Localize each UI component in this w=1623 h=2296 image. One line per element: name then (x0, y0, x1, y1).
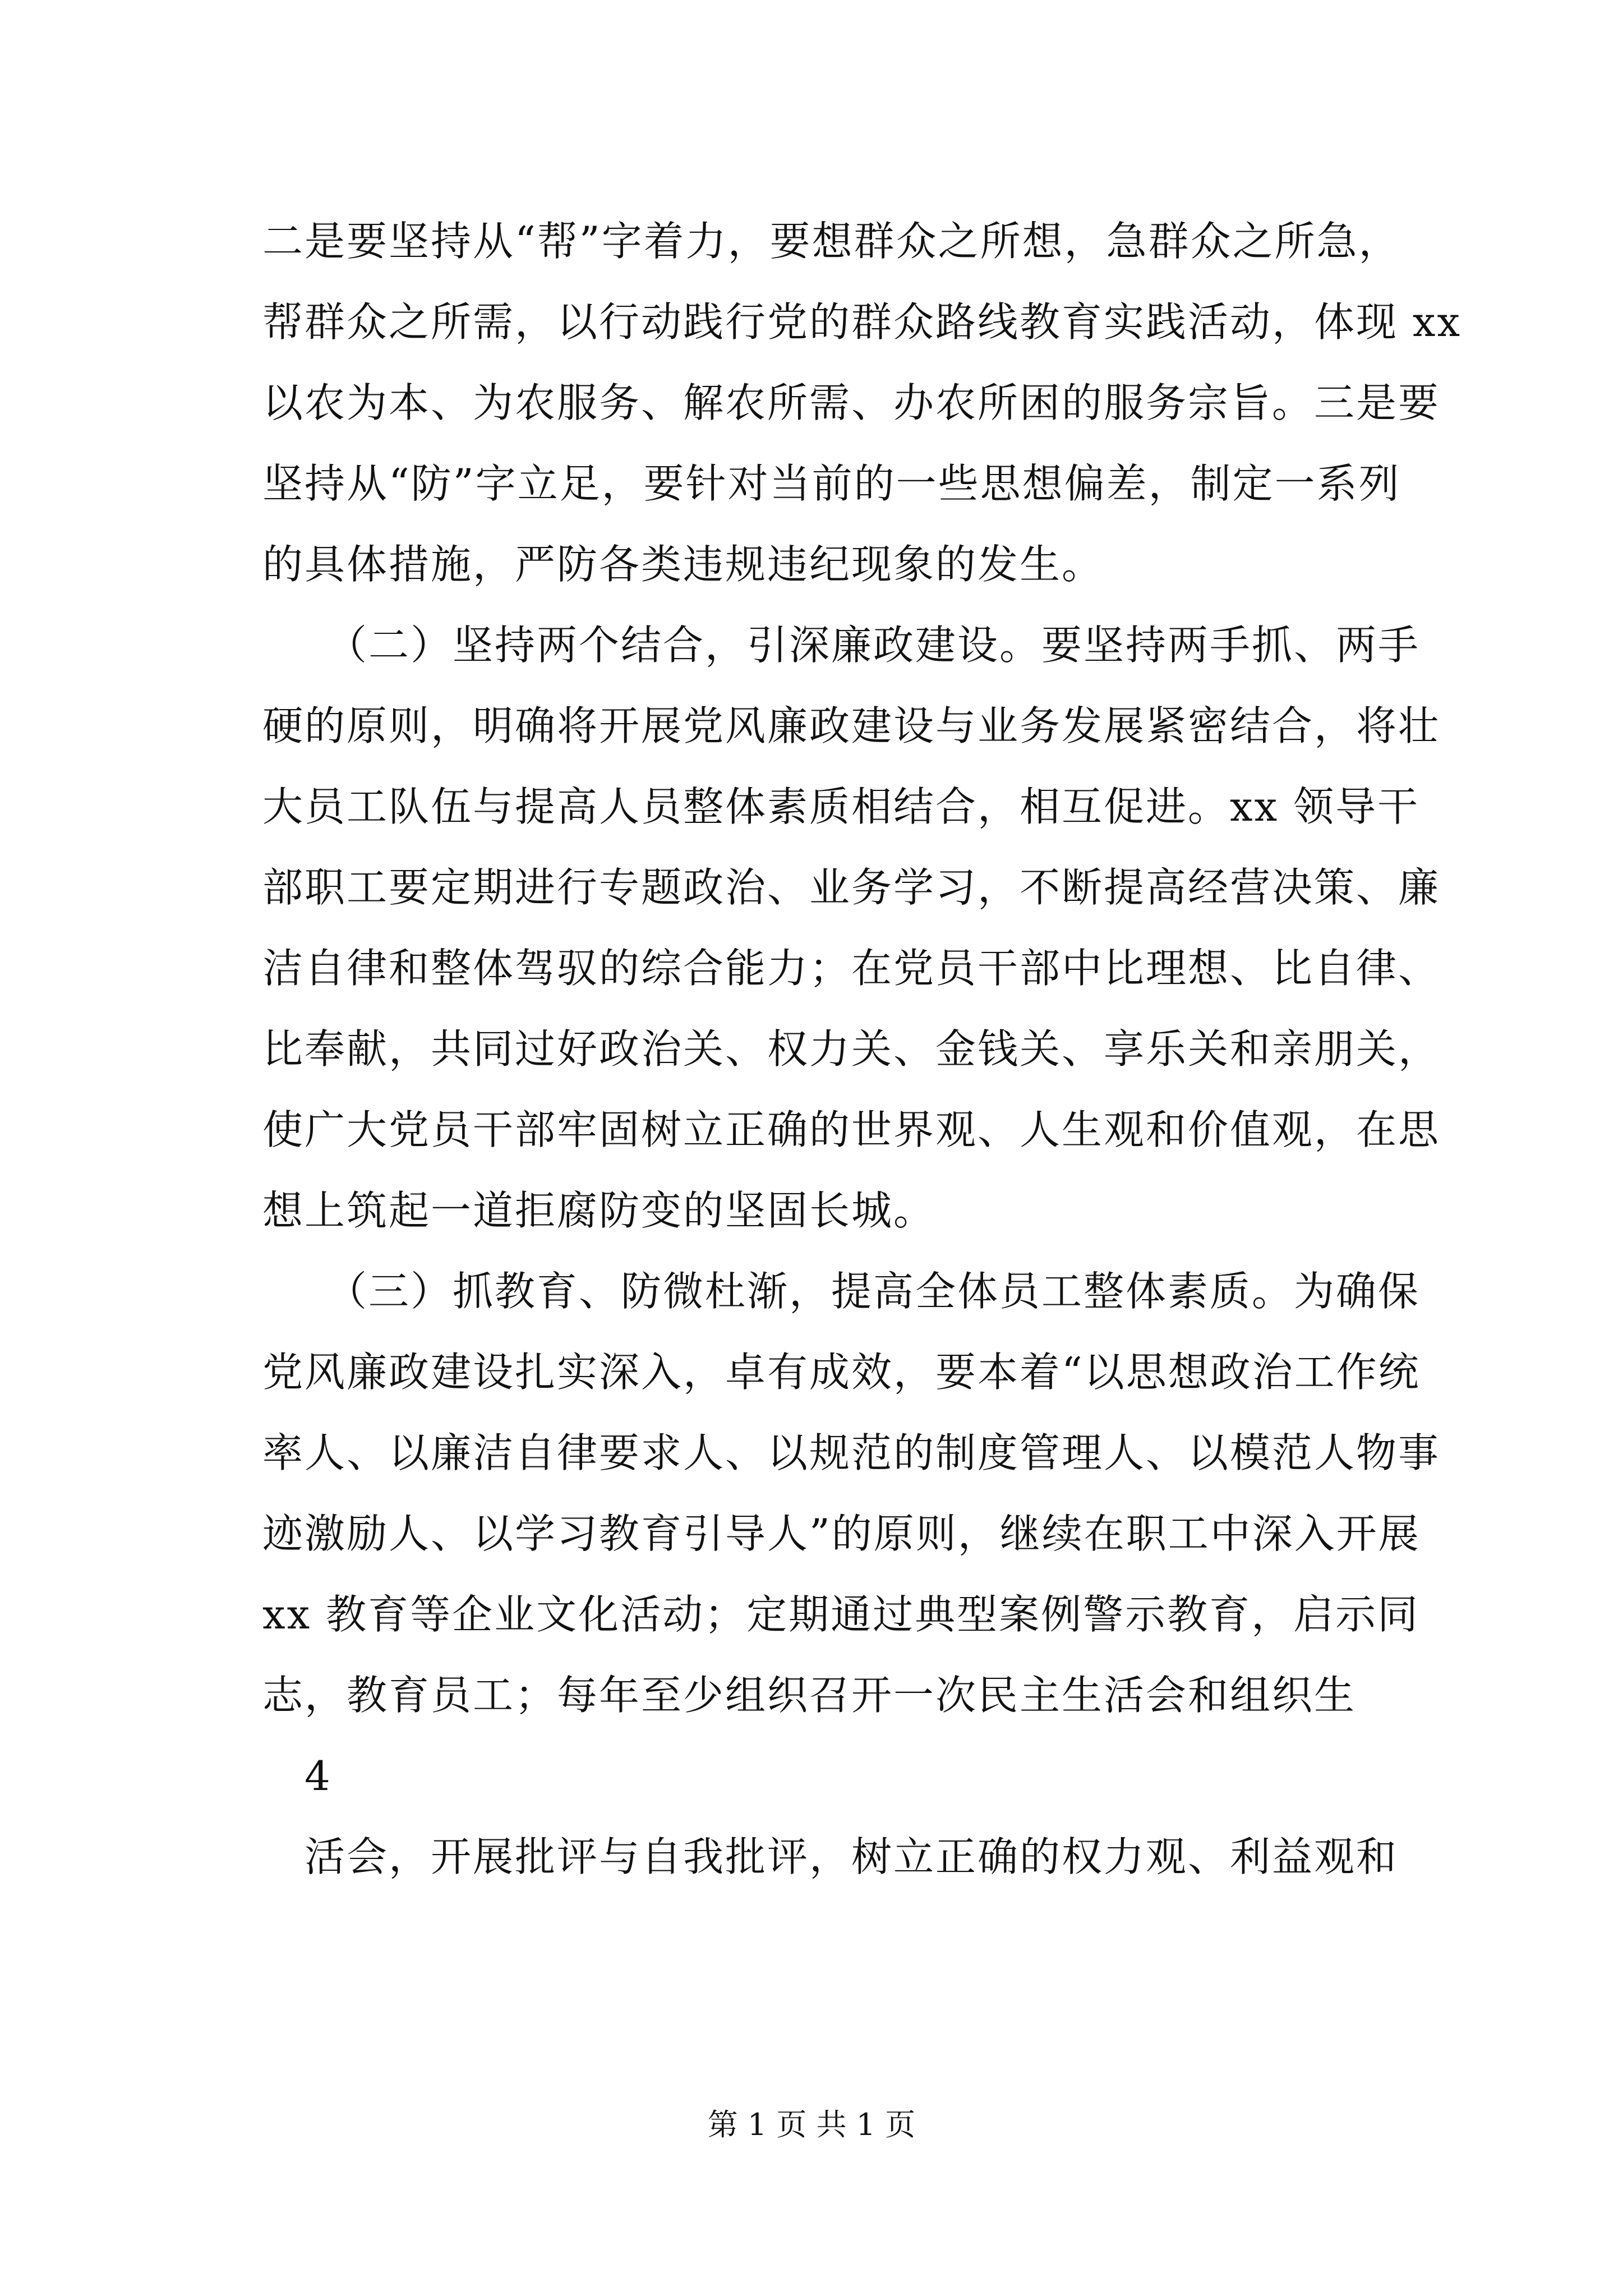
text-line: 的具体措施，严防各类违规违纪现象的发生。 (262, 541, 1104, 588)
text-line: 率人、以廉洁自律要求人、以规范的制度管理人、以模范人物事 (262, 1429, 1441, 1476)
text-line: 志，教育员工；每年至少组织召开一次民主生活会和组织生 (262, 1672, 1357, 1719)
text-line: 活会，开展批评与自我批评，树立正确的权力观、利益观和 (262, 1833, 1399, 1880)
text-line: 大员工队伍与提高人员整体素质相结合，相互促进。xx 领导干 (262, 783, 1420, 830)
text-line: 二是要坚持从“帮”字着力，要想群众之所想，急群众之所急， (262, 218, 1401, 265)
text-line: 帮群众之所需，以行动践行党的群众路线教育实践活动，体现 xx (262, 298, 1462, 346)
text-line: 使广大党员干部牢固树立正确的世界观、人生观和价值观，在思 (262, 1106, 1441, 1153)
text-line: （三）抓教育、防微杜渐，提高全体员工整体素质。为确保 (262, 1268, 1421, 1315)
text-line: 洁自律和整体驾驭的综合能力；在党员干部中比理想、比自律、 (262, 945, 1441, 992)
page-footer: 第 1 页 共 1 页 (707, 2107, 916, 2142)
page-number-inline: 4 (262, 1752, 332, 1800)
text-line: 比奉献，共同过好政治关、权力关、金钱关、享乐关和亲朋关， (262, 1025, 1441, 1073)
text-line: 部职工要定期进行专题政治、业务学习，不断提高经营决策、廉 (262, 864, 1441, 911)
text-line: 坚持从“防”字立足，要针对当前的一些思想偏差，制定一系列 (262, 460, 1401, 507)
text-line: 硬的原则，明确将开展党风廉政建设与业务发展紧密结合，将壮 (262, 702, 1441, 749)
text-line: xx 教育等企业文化活动；定期通过典型案例警示教育，启示同 (262, 1591, 1420, 1638)
text-line: （二）坚持两个结合，引深廉政建设。要坚持两手抓、两手 (262, 622, 1421, 669)
text-line: 以农为本、为农服务、解农所需、办农所困的服务宗旨。三是要 (262, 379, 1441, 426)
text-line: 党风廉政建设扎实深入，卓有成效，要本着“以思想政治工作统 (262, 1349, 1421, 1396)
text-line: 想上筑起一道拒腐防变的坚固长城。 (262, 1187, 936, 1234)
text-line: 迹激励人、以学习教育引导人”的原则，继续在职工中深入开展 (262, 1510, 1421, 1557)
